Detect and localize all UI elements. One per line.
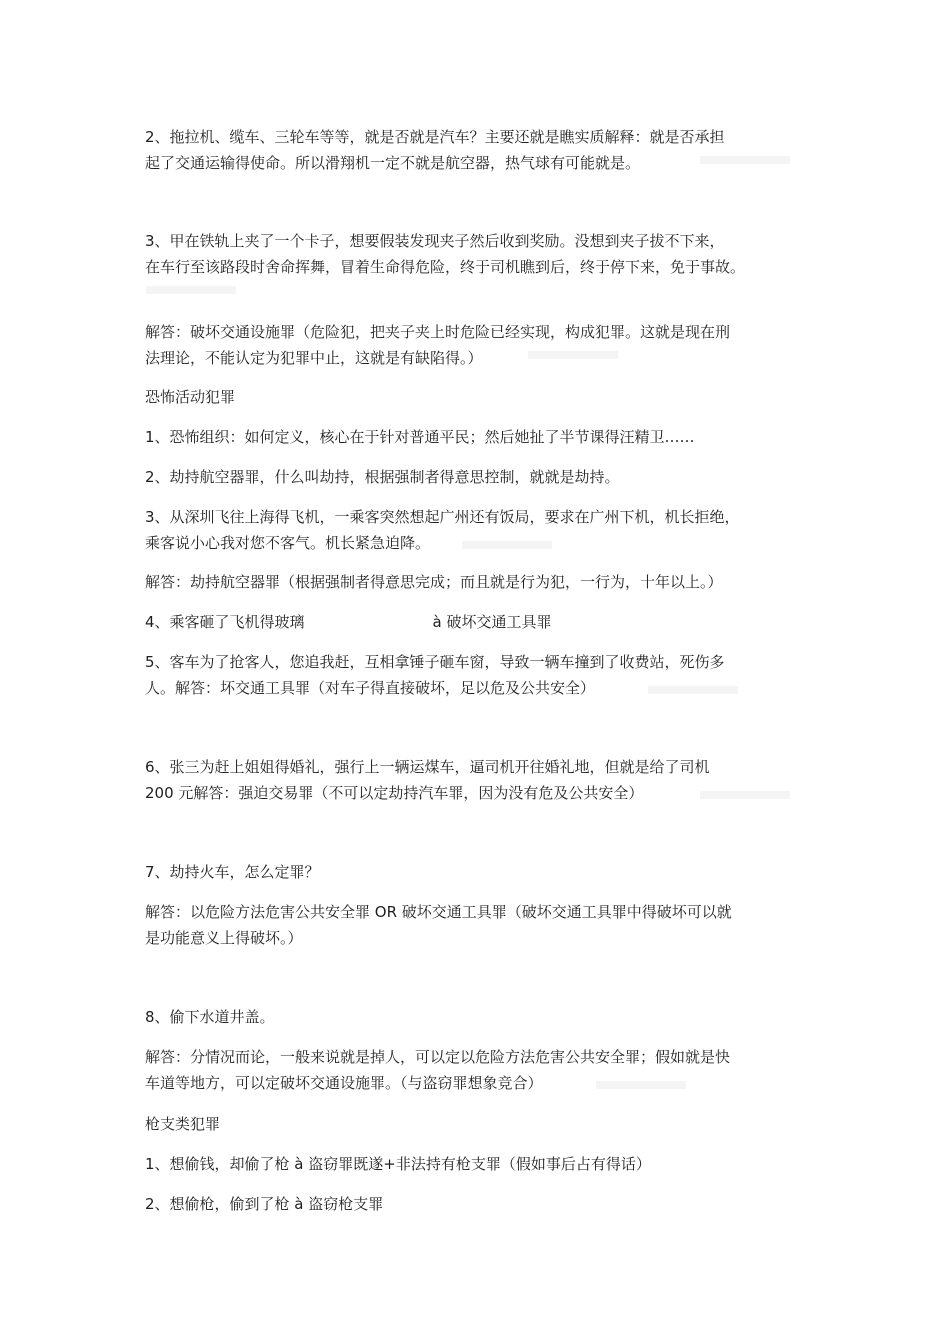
text-line: 解答：以危险方法危害公共安全罪 OR 破坏交通工具罪（破坏交通工具罪中得破坏可以就 xyxy=(145,903,732,921)
paragraph-item-4 xyxy=(145,609,825,635)
paragraph-answer-item-7 xyxy=(145,899,825,951)
text-line: 2、拖拉机、缆车、三轮车等等，就是否就是汽车？主要还就是瞧实质解释：就是否承担 xyxy=(145,128,725,146)
watermark-mark xyxy=(146,286,236,294)
watermark-mark xyxy=(700,791,790,799)
text-line: 人。解答：坏交通工具罪（对车子得直接破坏，足以危及公共安全） xyxy=(145,679,596,697)
text-line: 车道等地方，可以定破坏交通设施罪。（与盗窃罪想象竞合） xyxy=(145,1074,543,1092)
watermark-mark xyxy=(462,541,552,549)
text-segment: à 破坏交通工具罪 xyxy=(432,613,552,631)
paragraph-answer-item-8 xyxy=(145,1044,825,1096)
text-line: 3、甲在铁轨上夹了一个卡子，想要假装发现夹子然后收到奖励。没想到夹子拔不下来， xyxy=(145,232,725,250)
text-line: 3、从深圳飞往上海得飞机，一乘客突然想起广州还有饭局，要求在广州下机，机长拒绝， xyxy=(145,508,740,526)
paragraph-item-1: 1、恐怖组织：如何定义，核心在于针对普通平民；然后她扯了半节课得汪精卫…… xyxy=(145,428,695,446)
text-line: 解答：分情况而论，一般来说就是掉人，可以定以危险方法危害公共安全罪；假如就是快 xyxy=(145,1048,731,1066)
watermark-mark xyxy=(528,351,618,359)
paragraph-firearm-1: 1、想偷钱，却偷了枪 à 盗窃罪既遂+非法持有枪支罪（假如事后占有得话） xyxy=(145,1155,651,1173)
watermark-mark xyxy=(700,156,790,164)
text-line: 6、张三为赶上姐姐得婚礼，强行上一辆运煤车，逼司机开往婚礼地，但就是给了司机 xyxy=(145,758,710,776)
text-line: 200 元解答：强迫交易罪（不可以定劫持汽车罪，因为没有危及公共安全） xyxy=(145,784,644,802)
text-segment: 4、乘客砸了飞机得玻璃 xyxy=(145,613,305,631)
paragraph-item-2: 2、劫持航空器罪，什么叫劫持，根据强制者得意思控制，就就是劫持。 xyxy=(145,468,620,486)
watermark-mark xyxy=(596,1081,686,1089)
paragraph-vehicle-definition xyxy=(145,124,825,176)
text-line: 5、客车为了抢客人，您追我赶，互相拿锤子砸车窗，导致一辆车撞到了收费站，死伤多 xyxy=(145,653,725,671)
paragraph-answer-item-3: 解答：劫持航空器罪（根据强制者得意思完成；而且就是行为犯，一行为，十年以上。） xyxy=(145,573,723,591)
section-heading-terrorism: 恐怖活动犯罪 xyxy=(145,388,236,406)
section-heading-firearms: 枪支类犯罪 xyxy=(145,1115,221,1133)
text-line: 起了交通运输得使命。所以滑翔机一定不就是航空器，热气球有可能就是。 xyxy=(145,154,641,172)
text-line: 在车行至该路段时舍命挥舞，冒着生命得危险，终于司机瞧到后，终于停下来，免于事故。 xyxy=(145,258,746,276)
paragraph-item-8: 8、偷下水道井盖。 xyxy=(145,1008,275,1026)
paragraph-case-3 xyxy=(145,228,825,280)
text-line: 法理论，不能认定为犯罪中止，这就是有缺陷得。） xyxy=(145,349,483,367)
text-line: 解答：破坏交通设施罪（危险犯，把夹子夹上时危险已经实现，构成犯罪。这就是现在刑 xyxy=(145,323,731,341)
paragraph-answer-3 xyxy=(145,319,825,371)
paragraph-firearm-2: 2、想偷枪，偷到了枪 à 盗窃枪支罪 xyxy=(145,1195,384,1213)
watermark-mark xyxy=(648,686,738,694)
text-line: 乘客说小心我对您不客气。机长紧急迫降。 xyxy=(145,534,431,552)
text-line: 是功能意义上得破坏。） xyxy=(145,929,303,947)
paragraph-item-7: 7、劫持火车，怎么定罪？ xyxy=(145,863,320,881)
